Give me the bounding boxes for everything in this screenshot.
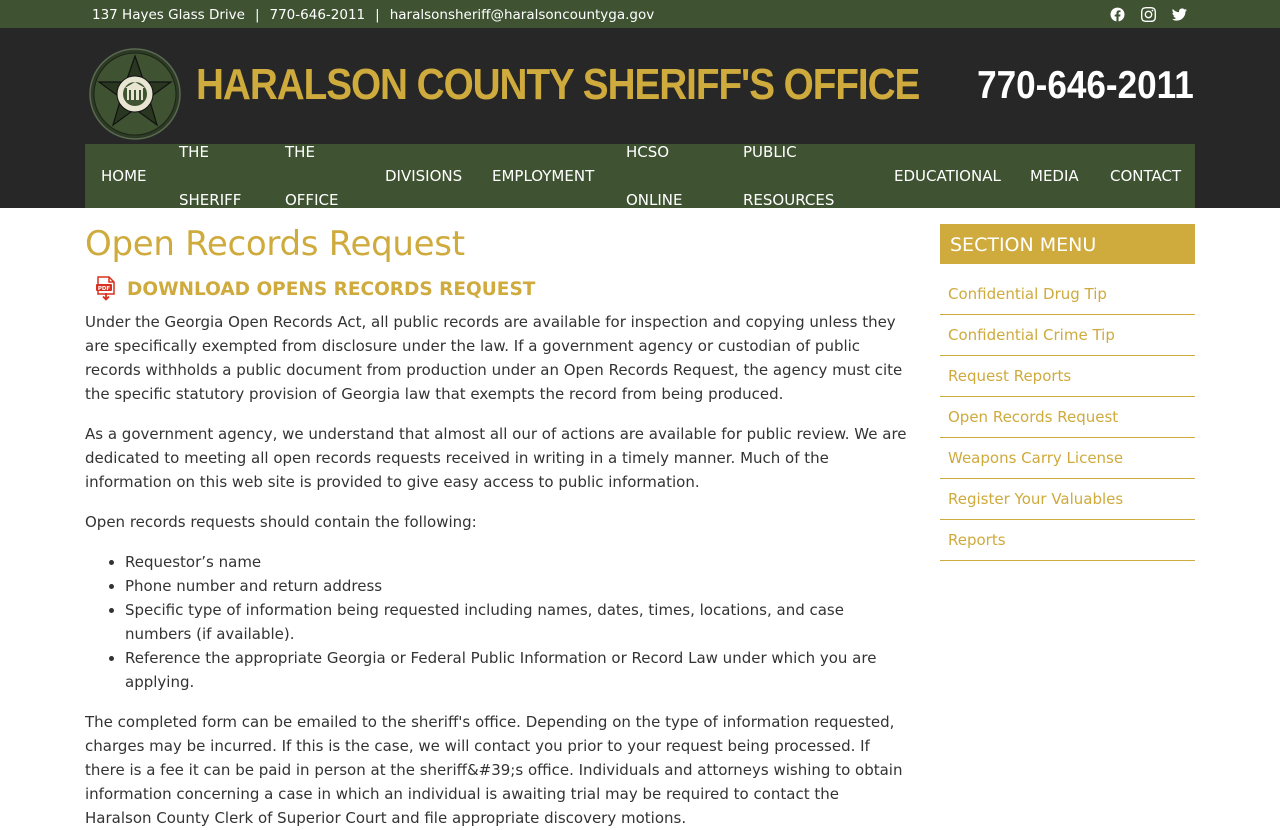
twitter-icon[interactable]: [1171, 6, 1188, 23]
intro-paragraph: Under the Georgia Open Records Act, all public records are available for inspection and copying unless they are specifically exempted from disclosure under the law. If a government agency or custodian of public records withholds a public document from production under an Open Records Request, the agency must cite the specific statutory provision of Georgia law that exempts the record from being produced.: [85, 313, 903, 403]
sidebar-item-open-records-request[interactable]: Open Records Request: [940, 397, 1195, 438]
social-links: [1109, 6, 1188, 23]
list-item: • Specific type of information being requested including names, dates, times, locations, and case numbers (if available).: [125, 598, 907, 646]
agency-paragraph: As a government agency, we understand that almost all our of actions are available for public review. We are dedicated to meeting all open records requests received in writing in a timely manner. Much of the information on this web site is provided to give easy access to public information.: [85, 425, 907, 491]
nav-home[interactable]: HOME: [101, 167, 147, 185]
section-menu-list: [940, 274, 1195, 561]
nav-contact[interactable]: CONTACT: [1110, 167, 1182, 185]
facebook-icon[interactable]: [1109, 6, 1126, 23]
list-item: • Requestor’s name: [125, 550, 907, 574]
nav-hcso-online[interactable]: HCSO ONLINE: [626, 143, 683, 209]
nav-employment[interactable]: EMPLOYMENT: [492, 167, 595, 185]
sheriff-badge-logo[interactable]: [89, 48, 181, 140]
sidebar-item-request-reports[interactable]: Request Reports: [940, 356, 1195, 397]
top-contact-bar: [0, 0, 1280, 28]
section-menu-heading: SECTION MENU: [940, 224, 1195, 264]
nav-divisions[interactable]: DIVISIONS: [385, 167, 463, 185]
pdf-icon: [95, 276, 117, 302]
header-phone[interactable]: 770-646-2011: [977, 64, 1194, 107]
main-content: [85, 222, 907, 830]
email-link[interactable]: haralsonsheriff@haralsoncountyga.gov: [389, 7, 655, 23]
phone-link[interactable]: 770-646-2011: [269, 7, 366, 23]
main-navigation: [85, 144, 1195, 208]
site-title[interactable]: HARALSON COUNTY SHERIFF'S OFFICE: [196, 60, 920, 109]
sidebar-item-reports[interactable]: Reports: [940, 520, 1195, 561]
separator: |: [254, 7, 260, 23]
site-header: [0, 28, 1280, 208]
list-item: • Phone number and return address: [125, 574, 907, 598]
sidebar-item-weapons-carry-license[interactable]: Weapons Carry License: [940, 438, 1195, 479]
contact-info: [92, 0, 654, 30]
sidebar-item-register-your-valuables[interactable]: Register Your Valuables: [940, 479, 1195, 520]
svg-text:PDF: PDF: [97, 285, 111, 292]
list-item: • Reference the appropriate Georgia or Federal Public Information or Record Law under which you are applying.: [125, 646, 907, 694]
nav-public-resources[interactable]: PUBLIC RESOURCES: [743, 143, 835, 209]
download-records-request-link[interactable]: [85, 276, 907, 302]
page-title: Open Records Request: [85, 224, 465, 264]
nav-educational[interactable]: EDUCATIONAL: [894, 167, 1001, 185]
sidebar-item-confidential-drug-tip[interactable]: Confidential Drug Tip: [940, 274, 1195, 315]
completion-paragraph: The completed form can be emailed to the sheriff's office. Depending on the type of information requested, charges may be incurred. If this is the case, we will contact you prior to your request being processed. If there is a fee it can be paid in person at the sheriff&#39;s office. Individuals and attorneys wishing to obtain information concerning a case in which an individual is awaiting trial may be required to contact the Haralson County Clerk of Superior Court and file appropriate discovery motions.: [85, 713, 903, 827]
nav-media[interactable]: MEDIA: [1030, 167, 1079, 185]
nav-the-sheriff[interactable]: THE SHERIFF: [179, 143, 242, 209]
requirements-list: [85, 550, 907, 694]
sidebar-item-confidential-crime-tip[interactable]: Confidential Crime Tip: [940, 315, 1195, 356]
section-menu: [940, 224, 1195, 561]
requirements-intro: Open records requests should contain the following:: [85, 513, 477, 531]
address-text: 137 Hayes Glass Drive: [92, 7, 245, 23]
instagram-icon[interactable]: [1140, 6, 1157, 23]
nav-the-office[interactable]: THE OFFICE: [285, 143, 339, 209]
separator: |: [375, 7, 380, 23]
download-label[interactable]: DOWNLOAD OPENS RECORDS REQUEST: [127, 278, 536, 300]
